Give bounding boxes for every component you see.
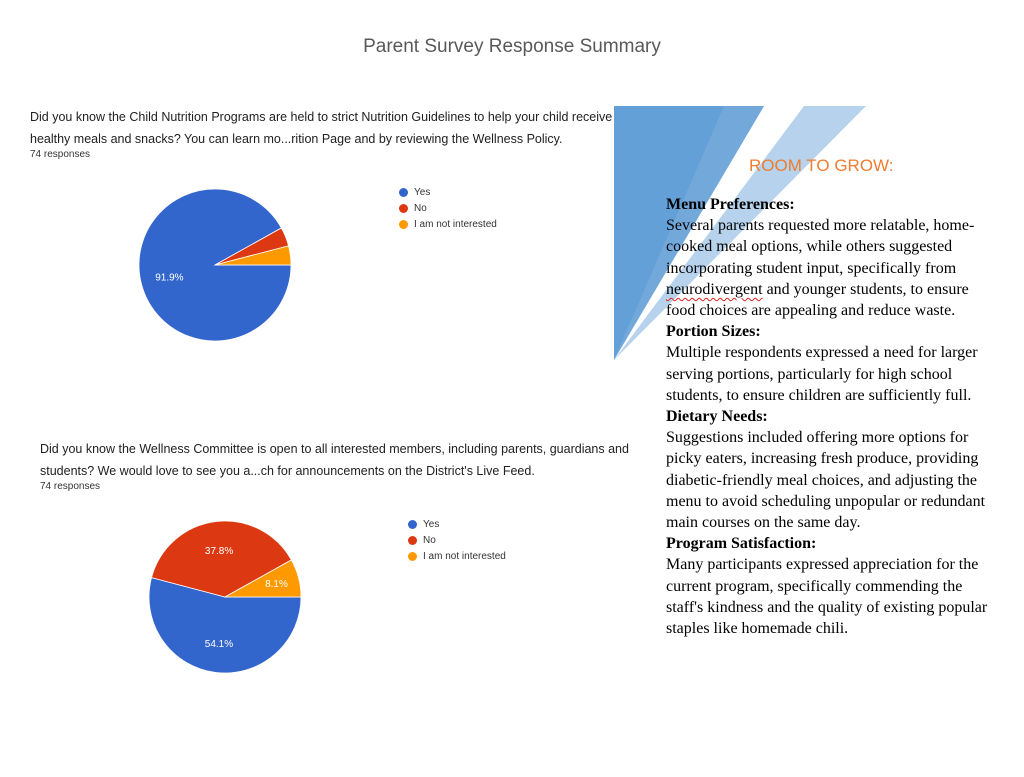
legend-swatch: [408, 552, 417, 561]
pie-data-label: 54.1%: [204, 639, 234, 651]
chart-1-legend: [399, 184, 497, 232]
feedback-heading: Portion Sizes:: [666, 323, 761, 341]
slide-title: Parent Survey Response Summary: [363, 36, 661, 57]
legend-item: [399, 184, 497, 200]
feedback-section-dietary: [666, 406, 996, 533]
feedback-notes: [666, 194, 996, 639]
legend-label: I am not interested: [423, 550, 506, 562]
pie-data-label: 37.8%: [204, 545, 234, 557]
legend-item: [399, 200, 497, 216]
legend-label: No: [414, 202, 427, 214]
feedback-heading: Dietary Needs:: [666, 408, 768, 426]
legend-item: [408, 516, 506, 532]
legend-item: [408, 532, 506, 548]
legend-item: [399, 216, 497, 232]
chart-2-question: Did you know the Wellness Committee is open to all interested members, including parents, guardians and students? We would love to see you a...ch for announcements on the District's Live Feed.: [40, 442, 629, 478]
chart-1-response-count: 74 responses: [30, 149, 91, 160]
feedback-text: Multiple respondents expressed a need for larger serving portions, particularly for high school students, to ensure children are sufficiently full.: [666, 344, 978, 404]
feedback-section-portions: [666, 321, 996, 406]
legend-label: Yes: [414, 186, 431, 198]
pie-chart-1: [130, 180, 300, 350]
feedback-heading: Menu Preferences:: [666, 196, 795, 213]
feedback-text: Suggestions included offering more options for picky eaters, increasing fresh produce, providing diabetic-friendly meal choices, and adjusting the menu to avoid scheduling unpopular or redundant main courses on the same day.: [666, 429, 986, 532]
pie-data-label: 91.9%: [155, 272, 184, 284]
pie-chart-2: [140, 512, 310, 682]
legend-label: No: [423, 534, 436, 546]
legend-swatch: [408, 520, 417, 529]
feedback-section-menu: [666, 194, 996, 321]
chart-1-question: Did you know the Child Nutrition Programs are held to strict Nutrition Guidelines to help your child receive healthy meals and snacks? You can learn mo...rition Page and by reviewing the Wellness Policy.: [30, 110, 613, 146]
feedback-section-satisfaction: [666, 533, 996, 639]
feedback-text: Many participants expressed appreciation for the current program, specifically commending the staff's kindness and the quality of existing popular staples like homemade chili.: [666, 556, 988, 638]
legend-swatch: [399, 204, 408, 213]
legend-item: [408, 548, 506, 564]
legend-swatch: [408, 536, 417, 545]
legend-label: I am not interested: [414, 218, 497, 230]
spellcheck-flagged-word: neurodivergent: [666, 280, 763, 298]
pie-data-label: 8.1%: [265, 579, 288, 591]
legend-label: Yes: [423, 518, 440, 530]
chart-2-response-count: 74 responses: [40, 481, 101, 492]
chart-2-legend: [408, 516, 506, 564]
feedback-heading: Program Satisfaction:: [666, 535, 817, 553]
room-to-grow-heading: ROOM TO GROW:: [749, 156, 894, 175]
feedback-text: Several parents requested more relatable, home-cooked meal options, while others suggested incorporating student input, specifically from neurodivergent and younger students, to ensure food choices are appealing and reduce waste.: [666, 217, 975, 320]
legend-swatch: [399, 220, 408, 229]
legend-swatch: [399, 188, 408, 197]
